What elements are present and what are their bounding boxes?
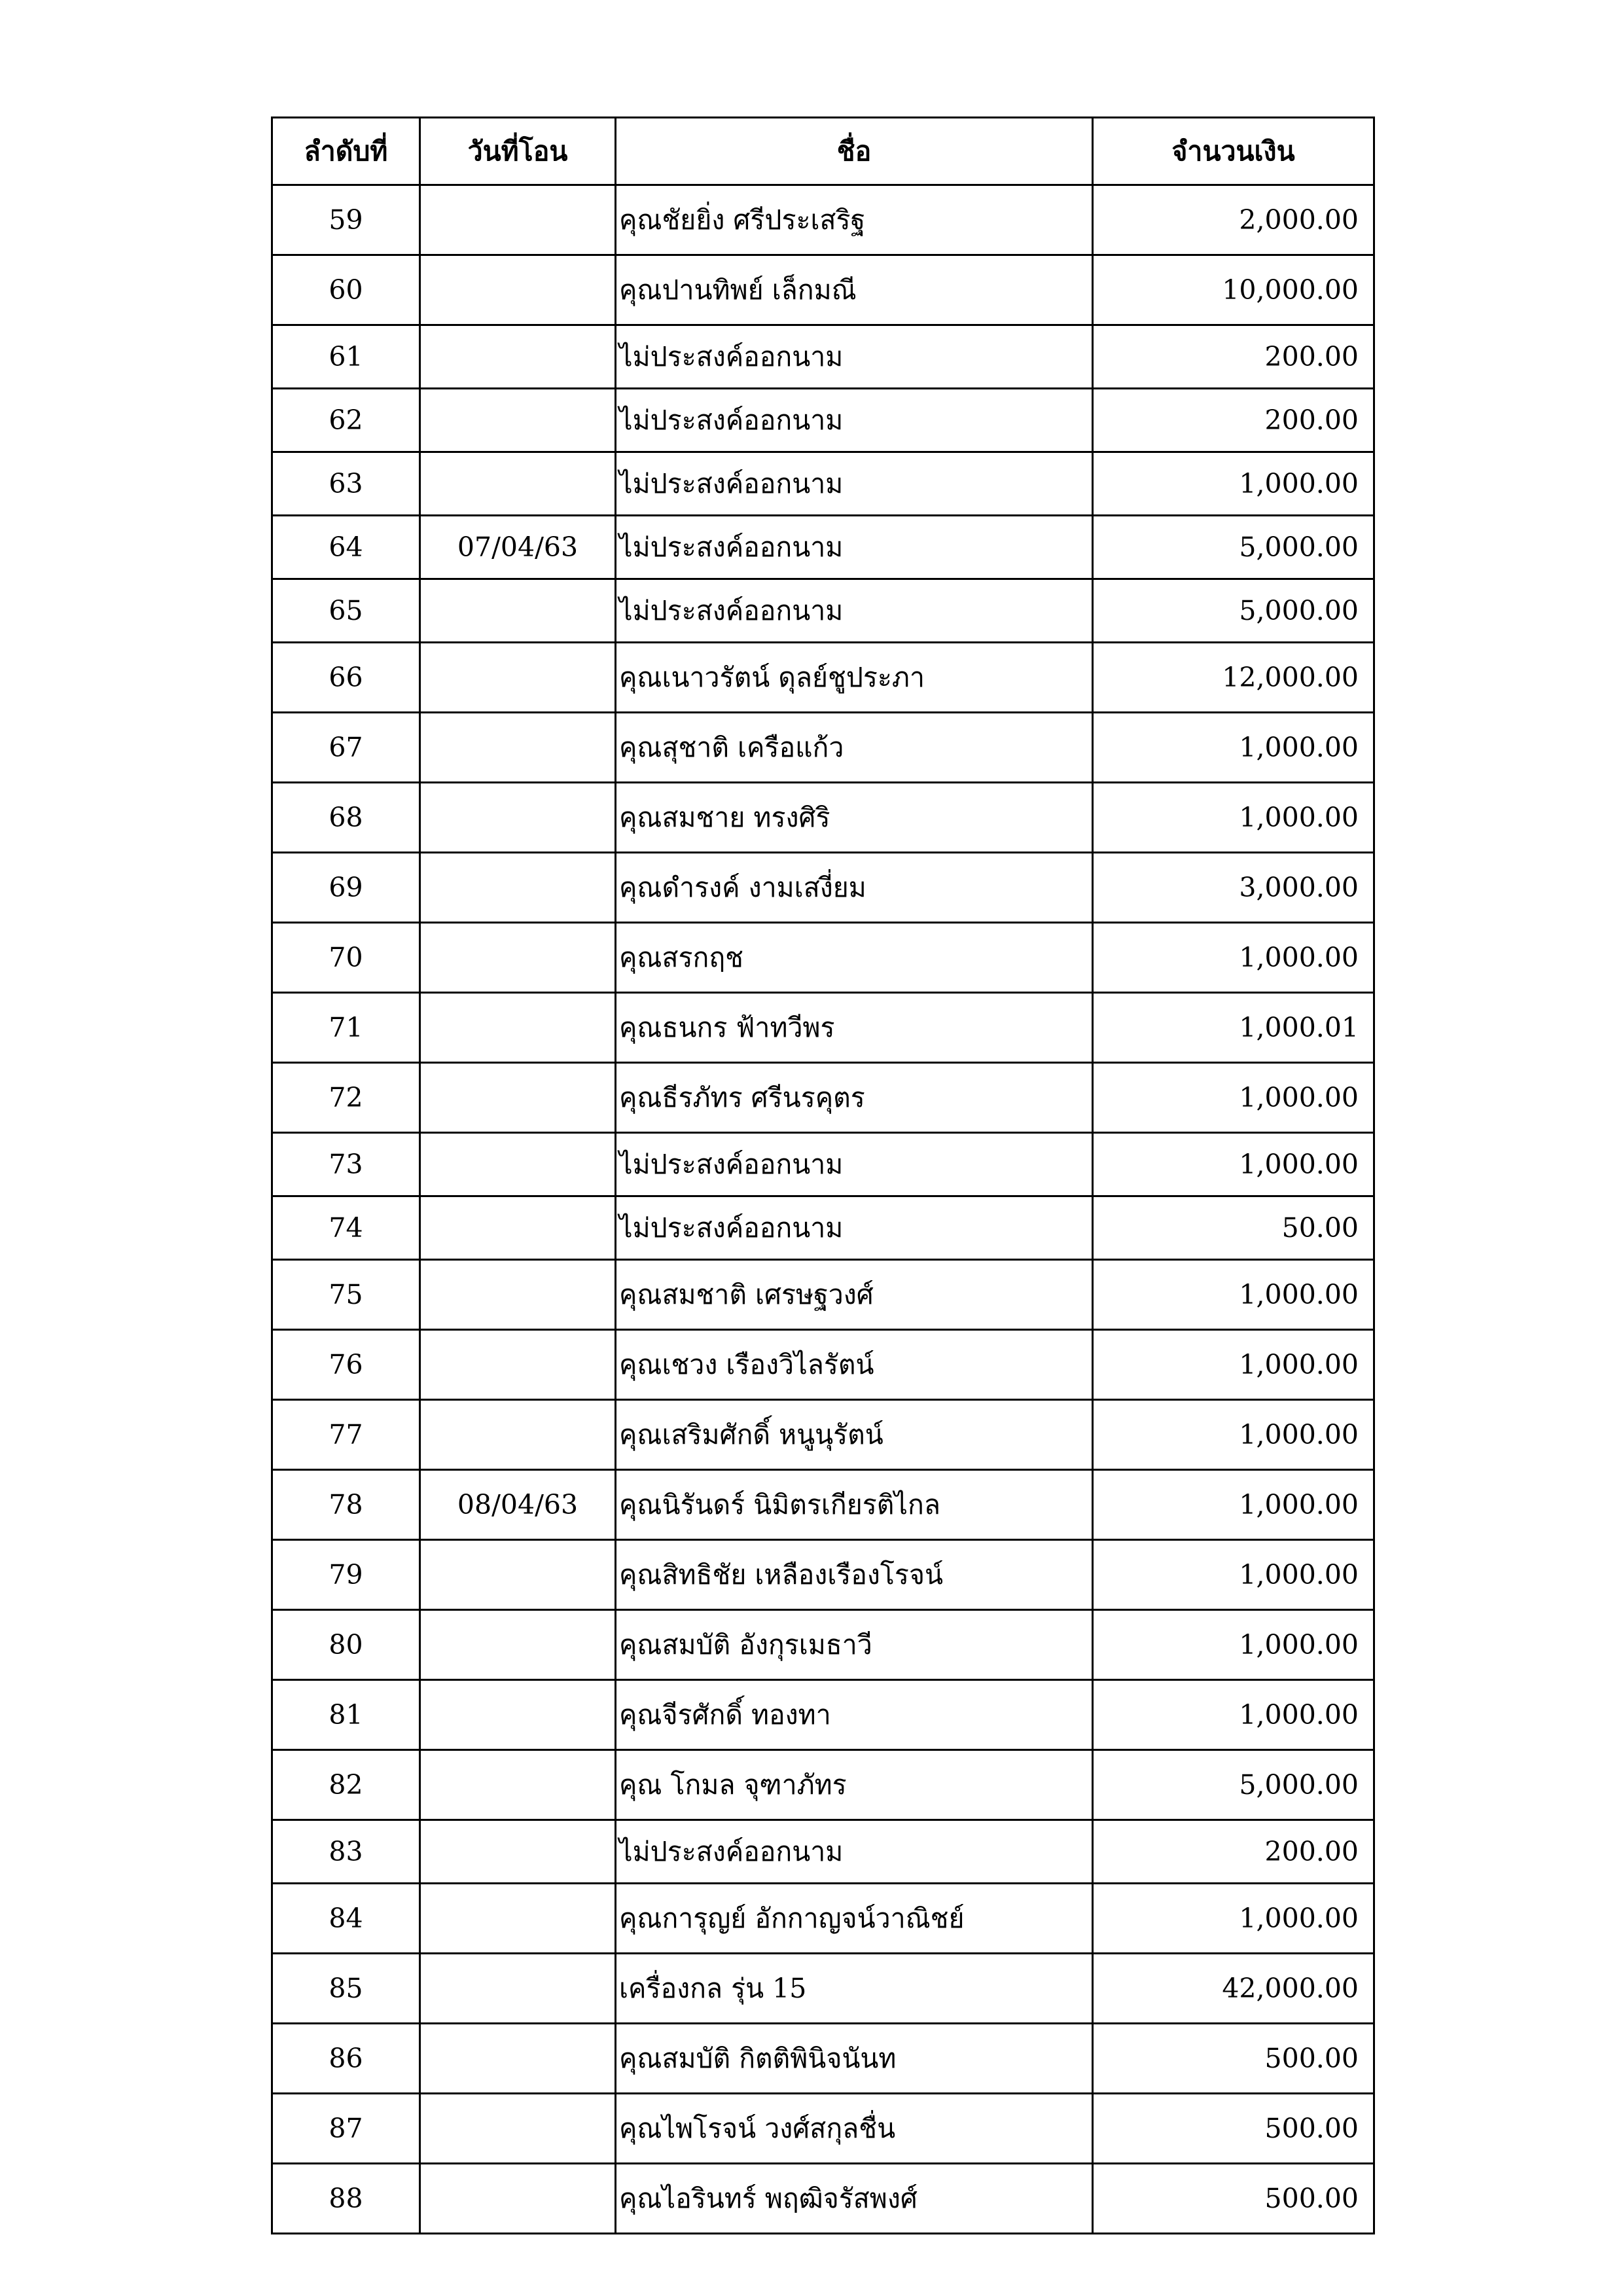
transfer-date-cell xyxy=(420,389,616,452)
amount-cell: 500.00 xyxy=(1093,2024,1374,2094)
transfer-date-cell xyxy=(420,1260,616,1330)
donor-name-cell: ไม่ประสงค์ออกนาม xyxy=(616,1196,1093,1260)
transfer-date-cell xyxy=(420,255,616,325)
donor-name-cell: ไม่ประสงค์ออกนาม xyxy=(616,1820,1093,1884)
sequence-cell: 63 xyxy=(272,452,420,516)
amount-cell: 2,000.00 xyxy=(1093,185,1374,255)
table-body xyxy=(272,185,1374,2234)
sequence-cell: 84 xyxy=(272,1884,420,1954)
amount-cell: 500.00 xyxy=(1093,2164,1374,2234)
sequence-cell: 61 xyxy=(272,325,420,389)
amount-cell: 1,000.01 xyxy=(1093,993,1374,1063)
amount-cell: 1,000.00 xyxy=(1093,1610,1374,1680)
amount-cell: 1,000.00 xyxy=(1093,1133,1374,1196)
transfer-date-cell: 08/04/63 xyxy=(420,1470,616,1540)
sequence-cell: 71 xyxy=(272,993,420,1063)
table-row xyxy=(272,1540,1374,1610)
amount-cell: 1,000.00 xyxy=(1093,713,1374,783)
table-row xyxy=(272,643,1374,713)
amount-cell: 50.00 xyxy=(1093,1196,1374,1260)
table-row xyxy=(272,783,1374,853)
donor-name-cell: คุณสมบัติ กิตติพินิจนันท xyxy=(616,2024,1093,2094)
sequence-cell: 86 xyxy=(272,2024,420,2094)
sequence-cell: 81 xyxy=(272,1680,420,1750)
table-row xyxy=(272,579,1374,643)
sequence-cell: 78 xyxy=(272,1470,420,1540)
sequence-cell: 75 xyxy=(272,1260,420,1330)
amount-cell: 5,000.00 xyxy=(1093,516,1374,579)
transfer-date-cell xyxy=(420,1820,616,1884)
table-row xyxy=(272,2164,1374,2234)
transfer-date-cell xyxy=(420,1610,616,1680)
donor-name-cell: คุณ โกมล จุฑาภัทร xyxy=(616,1750,1093,1820)
table-row xyxy=(272,993,1374,1063)
sequence-cell: 72 xyxy=(272,1063,420,1133)
donor-name-cell: คุณการุญย์ อักกาญจน์วาณิชย์ xyxy=(616,1884,1093,1954)
amount-cell: 1,000.00 xyxy=(1093,1330,1374,1400)
transfer-date-cell xyxy=(420,579,616,643)
table-row xyxy=(272,325,1374,389)
table-row xyxy=(272,1196,1374,1260)
sequence-cell: 67 xyxy=(272,713,420,783)
header-name: ชื่อ xyxy=(616,118,1093,185)
donor-name-cell: คุณสุชาติ เครือแก้ว xyxy=(616,713,1093,783)
sequence-cell: 68 xyxy=(272,783,420,853)
amount-cell: 1,000.00 xyxy=(1093,1470,1374,1540)
sequence-cell: 69 xyxy=(272,853,420,923)
transfer-date-cell xyxy=(420,993,616,1063)
transfer-date-cell xyxy=(420,1680,616,1750)
donor-name-cell: คุณนิรันดร์ นิมิตรเกียรติไกล xyxy=(616,1470,1093,1540)
sequence-cell: 66 xyxy=(272,643,420,713)
donor-name-cell: คุณไอรินทร์ พฤฒิจรัสพงศ์ xyxy=(616,2164,1093,2234)
table-row xyxy=(272,1063,1374,1133)
table-row xyxy=(272,1610,1374,1680)
transfer-date-cell xyxy=(420,1954,616,2024)
table-row xyxy=(272,2094,1374,2164)
transfer-date-cell xyxy=(420,452,616,516)
transfer-date-cell xyxy=(420,2094,616,2164)
table-row xyxy=(272,255,1374,325)
header-amount: จำนวนเงิน xyxy=(1093,118,1374,185)
header-row xyxy=(272,118,1374,185)
transfer-date-cell xyxy=(420,2024,616,2094)
donor-name-cell: ไม่ประสงค์ออกนาม xyxy=(616,389,1093,452)
donation-table xyxy=(271,117,1375,2234)
table-row xyxy=(272,1260,1374,1330)
transfer-date-cell xyxy=(420,325,616,389)
table-header xyxy=(272,118,1374,185)
sequence-cell: 83 xyxy=(272,1820,420,1884)
donor-name-cell: ไม่ประสงค์ออกนาม xyxy=(616,516,1093,579)
donor-name-cell: คุณปานทิพย์ เล็กมณี xyxy=(616,255,1093,325)
sequence-cell: 59 xyxy=(272,185,420,255)
transfer-date-cell xyxy=(420,643,616,713)
amount-cell: 500.00 xyxy=(1093,2094,1374,2164)
sequence-cell: 64 xyxy=(272,516,420,579)
amount-cell: 1,000.00 xyxy=(1093,452,1374,516)
amount-cell: 1,000.00 xyxy=(1093,1680,1374,1750)
transfer-date-cell: 07/04/63 xyxy=(420,516,616,579)
donor-name-cell: คุณสรกฤช xyxy=(616,923,1093,993)
donor-name-cell: คุณเชวง เรืองวิไลรัตน์ xyxy=(616,1330,1093,1400)
amount-cell: 1,000.00 xyxy=(1093,1400,1374,1470)
amount-cell: 1,000.00 xyxy=(1093,1884,1374,1954)
amount-cell: 1,000.00 xyxy=(1093,783,1374,853)
transfer-date-cell xyxy=(420,1400,616,1470)
sequence-cell: 79 xyxy=(272,1540,420,1610)
sequence-cell: 80 xyxy=(272,1610,420,1680)
amount-cell: 1,000.00 xyxy=(1093,1540,1374,1610)
table-row xyxy=(272,1400,1374,1470)
sequence-cell: 65 xyxy=(272,579,420,643)
donor-name-cell: ไม่ประสงค์ออกนาม xyxy=(616,1133,1093,1196)
donor-name-cell: ไม่ประสงค์ออกนาม xyxy=(616,325,1093,389)
sequence-cell: 77 xyxy=(272,1400,420,1470)
amount-cell: 200.00 xyxy=(1093,325,1374,389)
amount-cell: 3,000.00 xyxy=(1093,853,1374,923)
amount-cell: 12,000.00 xyxy=(1093,643,1374,713)
transfer-date-cell xyxy=(420,1330,616,1400)
donor-name-cell: เครื่องกล รุ่น 15 xyxy=(616,1954,1093,2024)
transfer-date-cell xyxy=(420,713,616,783)
amount-cell: 1,000.00 xyxy=(1093,1063,1374,1133)
sequence-cell: 74 xyxy=(272,1196,420,1260)
table-row xyxy=(272,1820,1374,1884)
transfer-date-cell xyxy=(420,1750,616,1820)
amount-cell: 200.00 xyxy=(1093,1820,1374,1884)
table-row xyxy=(272,1680,1374,1750)
table-row xyxy=(272,389,1374,452)
amount-cell: 42,000.00 xyxy=(1093,1954,1374,2024)
donor-name-cell: คุณธนกร ฟ้าทวีพร xyxy=(616,993,1093,1063)
amount-cell: 5,000.00 xyxy=(1093,579,1374,643)
transfer-date-cell xyxy=(420,853,616,923)
table-row xyxy=(272,1750,1374,1820)
table-row xyxy=(272,1884,1374,1954)
transfer-date-cell xyxy=(420,1133,616,1196)
sequence-cell: 62 xyxy=(272,389,420,452)
transfer-date-cell xyxy=(420,185,616,255)
table-row xyxy=(272,452,1374,516)
donor-name-cell: คุณชัยยิ่ง ศรีประเสริฐ xyxy=(616,185,1093,255)
sequence-cell: 85 xyxy=(272,1954,420,2024)
transfer-date-cell xyxy=(420,2164,616,2234)
donor-name-cell: คุณไพโรจน์ วงศ์สกุลชื่น xyxy=(616,2094,1093,2164)
table-row xyxy=(272,923,1374,993)
transfer-date-cell xyxy=(420,1063,616,1133)
table-row xyxy=(272,713,1374,783)
sequence-cell: 82 xyxy=(272,1750,420,1820)
amount-cell: 200.00 xyxy=(1093,389,1374,452)
sequence-cell: 88 xyxy=(272,2164,420,2234)
transfer-date-cell xyxy=(420,783,616,853)
donor-name-cell: คุณเสริมศักดิ์ หนูนุรัตน์ xyxy=(616,1400,1093,1470)
donor-name-cell: ไม่ประสงค์ออกนาม xyxy=(616,579,1093,643)
amount-cell: 10,000.00 xyxy=(1093,255,1374,325)
donor-name-cell: คุณสิทธิชัย เหลืองเรืองโรจน์ xyxy=(616,1540,1093,1610)
donor-name-cell: คุณสมชาย ทรงศิริ xyxy=(616,783,1093,853)
table-row xyxy=(272,185,1374,255)
amount-cell: 5,000.00 xyxy=(1093,1750,1374,1820)
donor-name-cell: ไม่ประสงค์ออกนาม xyxy=(616,452,1093,516)
amount-cell: 1,000.00 xyxy=(1093,923,1374,993)
sequence-cell: 73 xyxy=(272,1133,420,1196)
table-row xyxy=(272,2024,1374,2094)
transfer-date-cell xyxy=(420,1884,616,1954)
sequence-cell: 87 xyxy=(272,2094,420,2164)
sequence-cell: 76 xyxy=(272,1330,420,1400)
table-row xyxy=(272,1954,1374,2024)
donor-name-cell: คุณสมชาติ เศรษฐวงศ์ xyxy=(616,1260,1093,1330)
header-sequence: ลำดับที่ xyxy=(272,118,420,185)
transfer-date-cell xyxy=(420,923,616,993)
table-row xyxy=(272,853,1374,923)
donor-name-cell: คุณธีรภัทร ศรีนรคุตร xyxy=(616,1063,1093,1133)
table-row xyxy=(272,1470,1374,1540)
table-row xyxy=(272,516,1374,579)
donor-name-cell: คุณดำรงค์ งามเสงี่ยม xyxy=(616,853,1093,923)
amount-cell: 1,000.00 xyxy=(1093,1260,1374,1330)
table-row xyxy=(272,1133,1374,1196)
transfer-date-cell xyxy=(420,1540,616,1610)
sequence-cell: 60 xyxy=(272,255,420,325)
sequence-cell: 70 xyxy=(272,923,420,993)
table-row xyxy=(272,1330,1374,1400)
donor-name-cell: คุณจีรศักดิ์ ทองทา xyxy=(616,1680,1093,1750)
header-transfer-date: วันที่โอน xyxy=(420,118,616,185)
transfer-date-cell xyxy=(420,1196,616,1260)
donor-name-cell: คุณเนาวรัตน์ ดุลย์ชูประภา xyxy=(616,643,1093,713)
donor-name-cell: คุณสมบัติ อังกุรเมธาวี xyxy=(616,1610,1093,1680)
